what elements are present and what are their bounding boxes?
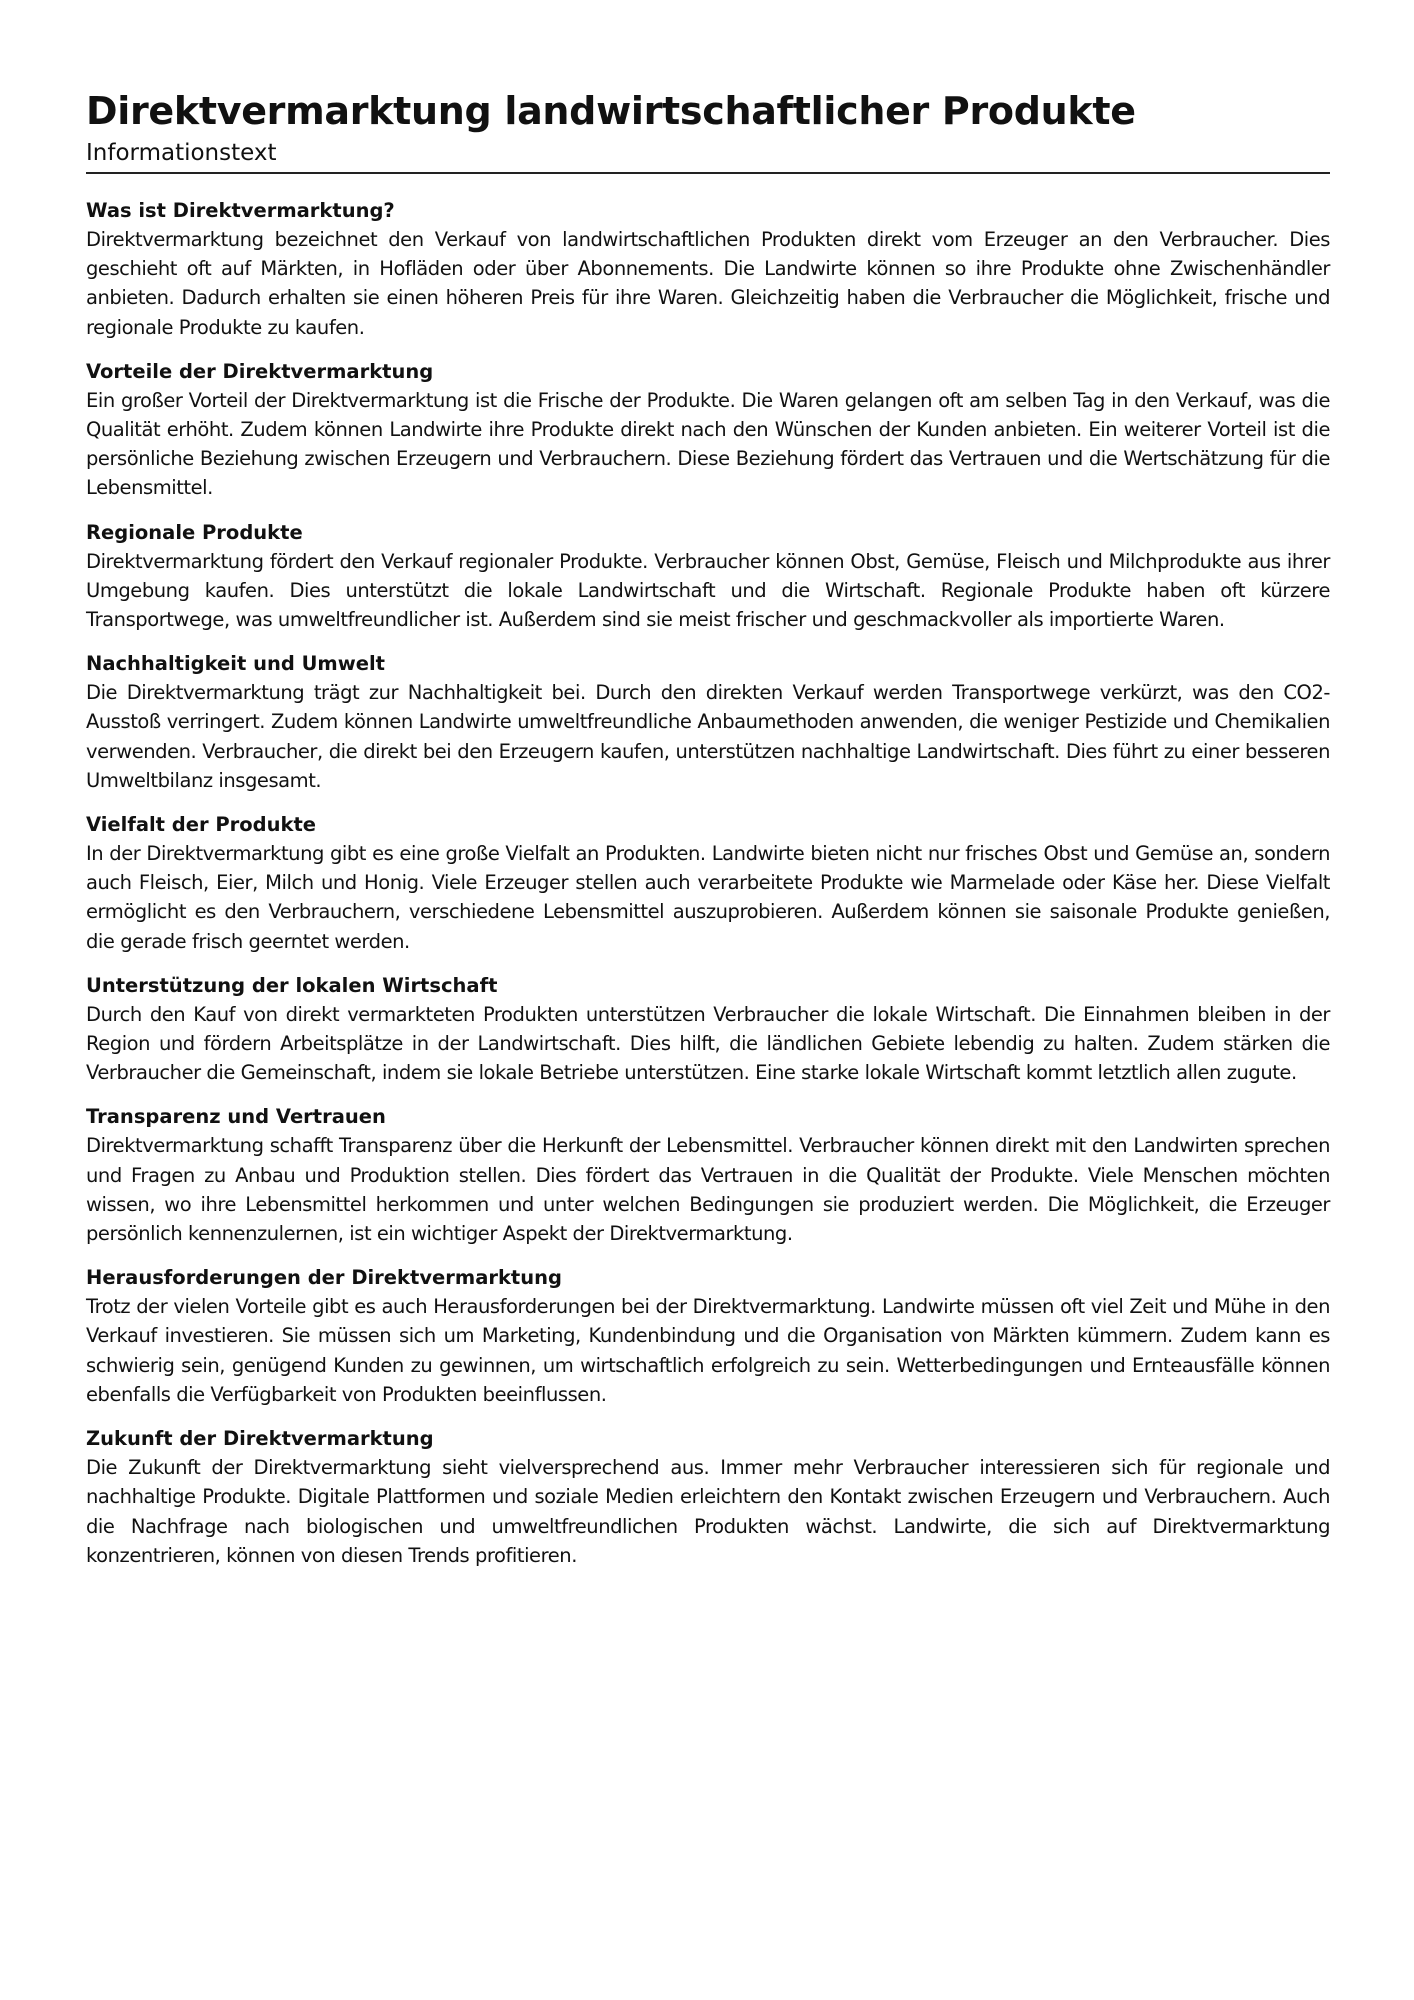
section-vielfalt bbox=[86, 810, 1330, 956]
section-nachhaltigkeit bbox=[86, 649, 1330, 795]
section-regionale-produkte bbox=[86, 518, 1330, 635]
section-body: Trotz der vielen Vorteile gibt es auch Herausforderungen bei der Direktvermarktung. Landwirte müssen oft viel Zeit und Mühe in den Verkauf investieren. Sie müssen sich um Marketing, Kundenbindung und die Organisation von Märkten kümmern. Zudem kann es schwierig sein, genügend Kunden zu gewinnen, um wirtschaftlich erfolgreich zu sein. Wetterbedingungen und Ernteausfälle können ebenfalls die Verfügbarkeit von Produkten beeinflussen. bbox=[86, 1295, 1330, 1406]
section-was-ist-direktvermarktung bbox=[86, 196, 1330, 342]
section-body: In der Direktvermarktung gibt es eine große Vielfalt an Produkten. Landwirte bieten nicht nur frisches Obst und Gemüse an, sondern auch Fleisch, Eier, Milch und Honig. Viele Erzeuger stellen auch verarbeitete Produkte wie Marmelade oder Käse her. Diese Vielfalt ermöglicht es den Verbrauchern, verschiedene Lebensmittel auszuprobieren. Außerdem können sie saisonale Produkte genießen, die gerade frisch geerntet werden. bbox=[86, 842, 1330, 953]
section-vorteile bbox=[86, 357, 1330, 503]
section-zukunft bbox=[86, 1424, 1330, 1570]
section-lokale-wirtschaft bbox=[86, 971, 1330, 1088]
document-title: Direktvermarktung landwirtschaftlicher Produkte bbox=[86, 89, 1136, 133]
section-body: Ein großer Vorteil der Direktvermarktung ist die Frische der Produkte. Die Waren gelangen oft am selben Tag in den Verkauf, was die Qualität erhöht. Zudem können Landwirte ihre Produkte direkt nach den Wünschen der Kunden anbieten. Ein weiterer Vorteil ist die persönliche Beziehung zwischen Erzeugern und Verbrauchern. Diese Beziehung fördert das Vertrauen und die Wertschätzung für die Lebensmittel. bbox=[86, 388, 1330, 500]
section-body: Direktvermarktung bezeichnet den Verkauf von landwirtschaftlichen Produkten direkt vom Erzeuger an den Verbraucher. Dies geschieht oft auf Märkten, in Hofläden oder über Abonnements. Die Landwirte können so ihre Produkte ohne Zwischenhändler anbieten. Dadurch erhalten sie einen höheren Preis für ihre Waren. Gleichzeitig haben die Verbraucher die Möglichkeit, frische und regionale Produkte zu kaufen. bbox=[86, 228, 1330, 339]
section-heading: Herausforderungen der Direktvermarktung bbox=[86, 1266, 562, 1290]
section-heading: Nachhaltigkeit und Umwelt bbox=[86, 652, 385, 676]
section-heading: Transparenz und Vertrauen bbox=[86, 1105, 386, 1129]
section-heading: Regionale Produkte bbox=[86, 520, 303, 544]
title-divider bbox=[86, 172, 1330, 174]
document-sections bbox=[86, 196, 1330, 1570]
section-herausforderungen bbox=[86, 1263, 1330, 1409]
section-body: Direktvermarktung fördert den Verkauf regionaler Produkte. Verbraucher können Obst, Gemüse, Fleisch und Milchprodukte aus ihrer Umgebung kaufen. Dies unterstützt die lokale Landwirtschaft und die Wirtschaft. Regionale Produkte haben oft kürzere Transportwege, was umweltfreundlicher ist. Außerdem sind sie meist frischer und geschmackvoller als importierte Waren. bbox=[86, 549, 1330, 632]
section-heading: Was ist Direktvermarktung? bbox=[86, 199, 395, 222]
section-heading: Vorteile der Direktvermarktung bbox=[86, 359, 434, 383]
section-transparenz bbox=[86, 1102, 1330, 1248]
section-body: Durch den Kauf von direkt vermarkteten Produkten unterstützen Verbraucher die lokale Wirtschaft. Die Einnahmen bleiben in der Region und fördern Arbeitsplätze in der Landwirtschaft. Dies hilft, die ländlichen Gebiete lebendig zu halten. Zudem stärken die Verbraucher die Gemeinschaft, indem sie lokale Betriebe unterstützen. Eine starke lokale Wirtschaft kommt letztlich allen zugute. bbox=[86, 1002, 1330, 1085]
section-heading: Zukunft der Direktvermarktung bbox=[86, 1427, 434, 1451]
section-body: Die Zukunft der Direktvermarktung sieht vielversprechend aus. Immer mehr Verbraucher interessieren sich für regionale und nachhaltige Produkte. Digitale Plattformen und soziale Medien erleichtern den Kontakt zwischen Erzeugern und Verbrauchern. Auch die Nachfrage nach biologischen und umweltfreundlichen Produkten wächst. Landwirte, die sich auf Direktvermarktung konzentrieren, können von diesen Trends profitieren. bbox=[86, 1456, 1330, 1567]
section-heading: Unterstützung der lokalen Wirtschaft bbox=[86, 973, 498, 997]
section-body: Direktvermarktung schafft Transparenz über die Herkunft der Lebensmittel. Verbraucher können direkt mit den Landwirten sprechen und Fragen zu Anbau und Produktion stellen. Dies fördert das Vertrauen in die Qualität der Produkte. Viele Menschen möchten wissen, wo ihre Lebensmittel herkommen und unter welchen Bedingungen sie produziert werden. Die Möglichkeit, die Erzeuger persönlich kennenzulernen, ist ein wichtiger Aspekt der Direktvermarktung. bbox=[86, 1134, 1330, 1246]
section-body: Die Direktvermarktung trägt zur Nachhaltigkeit bei. Durch den direkten Verkauf werden Transportwege verkürzt, was den CO2-Ausstoß verringert. Zudem können Landwirte umweltfreundliche Anbaumethoden anwenden, die weniger Pestizide und Chemikalien verwenden. Verbraucher, die direkt bei den Erzeugern kaufen, unterstützen nachhaltige Landwirtschaft. Dies führt zu einer besseren Umweltbilanz insgesamt. bbox=[86, 681, 1330, 792]
section-heading: Vielfalt der Produkte bbox=[86, 813, 317, 837]
document-subtitle: Informationstext bbox=[86, 140, 277, 166]
document-page bbox=[86, 84, 1330, 1585]
